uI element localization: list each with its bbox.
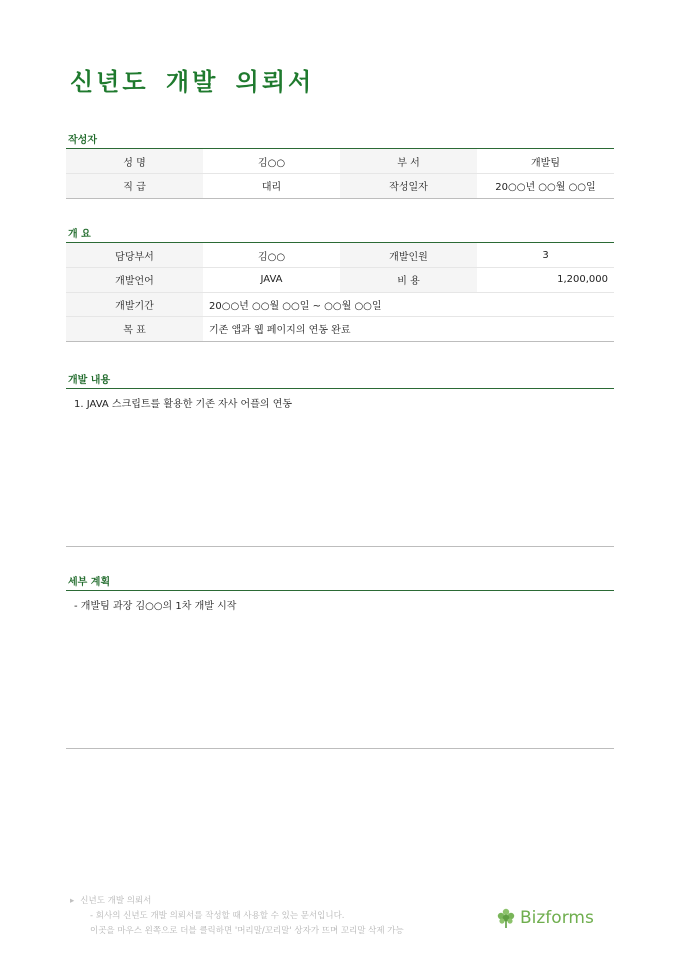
date-label: 작성일자 bbox=[340, 174, 477, 199]
goal-value: 기존 앱과 웹 페이지의 연동 완료 bbox=[203, 317, 614, 342]
period-value: 20○○년 ○○월 ○○일 ~ ○○월 ○○일 bbox=[203, 292, 614, 317]
table-row bbox=[66, 174, 614, 199]
author-table bbox=[66, 149, 614, 199]
footer-description: - 회사의 신년도 개발 의뢰서를 작성할 때 사용할 수 있는 문서입니다. bbox=[90, 911, 345, 921]
table-row bbox=[66, 243, 614, 268]
page-footer[interactable] bbox=[70, 894, 404, 939]
footer-hint: 이곳을 마우스 왼쪽으로 더블 클릭하면 '머리말/꼬리말' 상자가 뜨며 꼬리말 삭제 가능 bbox=[90, 926, 404, 936]
section-label-overview: 개 요 bbox=[68, 229, 91, 240]
table-row bbox=[66, 292, 614, 317]
date-value: 20○○년 ○○월 ○○일 bbox=[477, 174, 614, 199]
detail-plan-box bbox=[66, 591, 614, 749]
dept-label: 담당부서 bbox=[66, 243, 203, 268]
dev-content-box bbox=[66, 389, 614, 547]
triangle-bullet-icon: ▸ bbox=[70, 896, 75, 906]
table-row bbox=[66, 149, 614, 174]
position-value: 대리 bbox=[203, 174, 340, 199]
table-row bbox=[66, 317, 614, 342]
leaf-tree-icon bbox=[496, 907, 516, 929]
position-label: 직 급 bbox=[66, 174, 203, 199]
dept-value: 김○○ bbox=[203, 243, 340, 268]
name-label: 성 명 bbox=[66, 149, 203, 174]
cost-value: 1,200,000 bbox=[477, 268, 614, 293]
detail-plan-text: - 개발팀 과장 김○○의 1차 개발 시작 bbox=[74, 601, 237, 612]
section-label-dev-content: 개발 내용 bbox=[68, 375, 111, 386]
section-label-author: 작성자 bbox=[68, 135, 97, 146]
staff-label: 개발인원 bbox=[340, 243, 477, 268]
bizforms-logo bbox=[496, 907, 594, 929]
staff-value: 3 bbox=[477, 243, 614, 268]
goal-label: 목 표 bbox=[66, 317, 203, 342]
period-label: 개발기간 bbox=[66, 292, 203, 317]
overview-table bbox=[66, 243, 614, 342]
language-value: JAVA bbox=[203, 268, 340, 293]
department-value: 개발팀 bbox=[477, 149, 614, 174]
document-title: 신년도 개발 의뢰서 bbox=[70, 68, 315, 96]
department-label: 부 서 bbox=[340, 149, 477, 174]
table-row bbox=[66, 268, 614, 293]
language-label: 개발언어 bbox=[66, 268, 203, 293]
section-label-detail-plan: 세부 계획 bbox=[68, 577, 111, 588]
logo-text: Bizforms bbox=[520, 908, 594, 928]
name-value: 김○○ bbox=[203, 149, 340, 174]
footer-title: 신년도 개발 의뢰서 bbox=[80, 896, 152, 906]
dev-content-text: 1. JAVA 스크립트를 활용한 기존 자사 어플의 연동 bbox=[74, 399, 293, 410]
cost-label: 비 용 bbox=[340, 268, 477, 293]
